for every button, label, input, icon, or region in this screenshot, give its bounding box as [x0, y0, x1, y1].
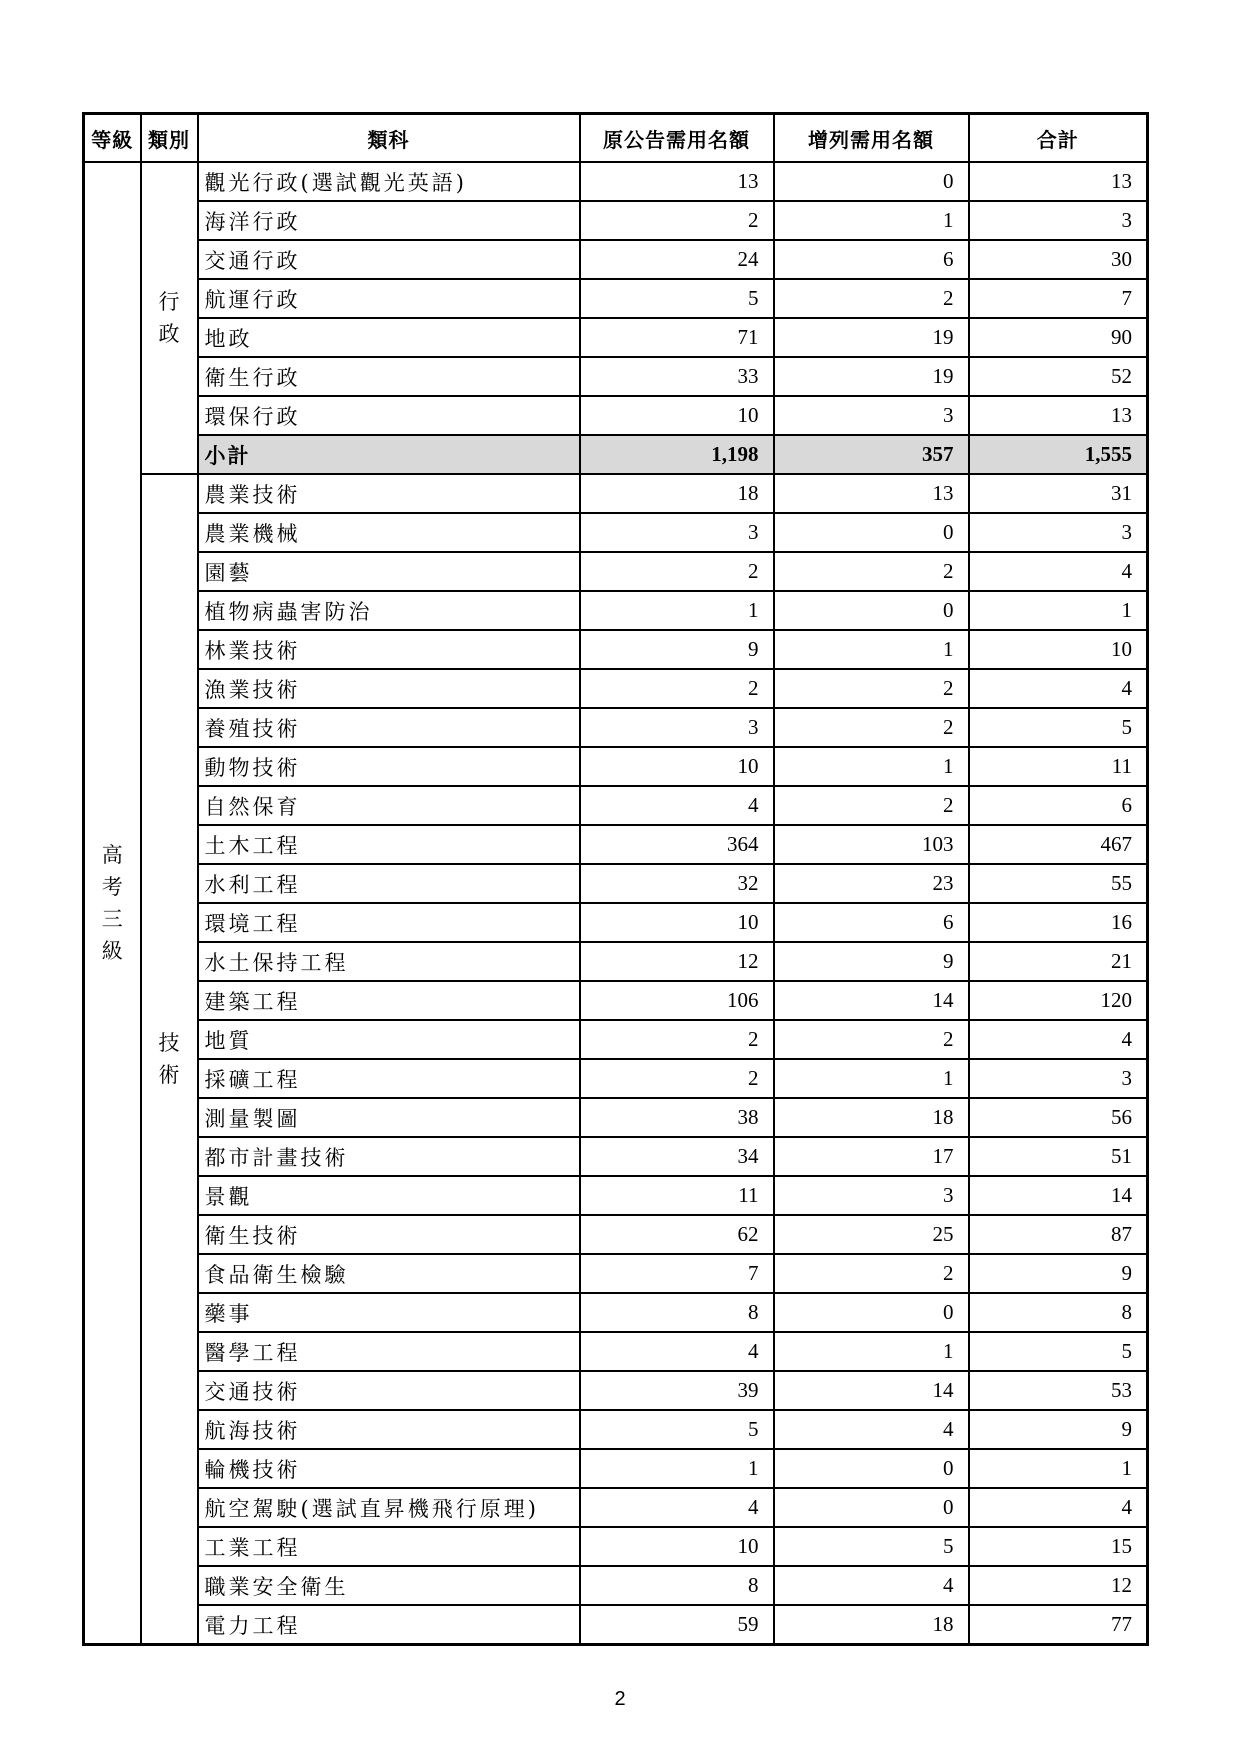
subject-cell: 電力工程 [198, 1605, 580, 1645]
table-row [84, 1293, 1148, 1332]
total-cell: 6 [969, 786, 1148, 825]
original-quota-cell: 10 [580, 396, 774, 435]
total-cell: 7 [969, 279, 1148, 318]
subject-cell: 小計 [198, 435, 580, 474]
added-quota-cell: 4 [774, 1410, 969, 1449]
total-cell: 3 [969, 513, 1148, 552]
original-quota-cell: 3 [580, 513, 774, 552]
total-cell: 1,555 [969, 435, 1148, 474]
table-row [84, 981, 1148, 1020]
total-cell: 12 [969, 1566, 1148, 1605]
header-total: 合計 [969, 114, 1148, 163]
total-cell: 51 [969, 1137, 1148, 1176]
original-quota-cell: 11 [580, 1176, 774, 1215]
added-quota-cell: 18 [774, 1098, 969, 1137]
original-quota-cell: 2 [580, 1059, 774, 1098]
total-cell: 11 [969, 747, 1148, 786]
added-quota-cell: 2 [774, 708, 969, 747]
original-quota-cell: 18 [580, 474, 774, 513]
subject-cell: 藥事 [198, 1293, 580, 1332]
table-row [84, 1566, 1148, 1605]
original-quota-cell: 32 [580, 864, 774, 903]
subject-cell: 園藝 [198, 552, 580, 591]
subject-cell: 農業機械 [198, 513, 580, 552]
added-quota-cell: 19 [774, 318, 969, 357]
added-quota-cell: 25 [774, 1215, 969, 1254]
original-quota-cell: 5 [580, 1410, 774, 1449]
total-cell: 10 [969, 630, 1148, 669]
subject-cell: 採礦工程 [198, 1059, 580, 1098]
original-quota-cell: 10 [580, 747, 774, 786]
page-number: 2 [614, 1688, 626, 1710]
total-cell: 90 [969, 318, 1148, 357]
table-row [84, 1332, 1148, 1371]
original-quota-cell: 38 [580, 1098, 774, 1137]
subject-cell: 醫學工程 [198, 1332, 580, 1371]
added-quota-cell: 357 [774, 435, 969, 474]
original-quota-cell: 33 [580, 357, 774, 396]
table-row [84, 513, 1148, 552]
total-cell: 8 [969, 1293, 1148, 1332]
table-row [84, 669, 1148, 708]
table-row [84, 1020, 1148, 1059]
added-quota-cell: 0 [774, 513, 969, 552]
subject-cell: 工業工程 [198, 1527, 580, 1566]
category-cell: 技 術 [141, 474, 198, 1645]
total-cell: 9 [969, 1410, 1148, 1449]
subject-cell: 環境工程 [198, 903, 580, 942]
added-quota-cell: 6 [774, 903, 969, 942]
added-quota-cell: 3 [774, 396, 969, 435]
original-quota-cell: 2 [580, 669, 774, 708]
original-quota-cell: 7 [580, 1254, 774, 1293]
total-cell: 3 [969, 201, 1148, 240]
original-quota-cell: 4 [580, 1332, 774, 1371]
subject-cell: 航海技術 [198, 1410, 580, 1449]
added-quota-cell: 2 [774, 1020, 969, 1059]
original-quota-cell: 62 [580, 1215, 774, 1254]
added-quota-cell: 1 [774, 1059, 969, 1098]
table-row [84, 552, 1148, 591]
table-row [84, 1137, 1148, 1176]
subject-cell: 職業安全衛生 [198, 1566, 580, 1605]
total-cell: 4 [969, 1020, 1148, 1059]
total-cell: 87 [969, 1215, 1148, 1254]
original-quota-cell: 2 [580, 1020, 774, 1059]
added-quota-cell: 14 [774, 1371, 969, 1410]
original-quota-cell: 9 [580, 630, 774, 669]
added-quota-cell: 14 [774, 981, 969, 1020]
table-row [84, 279, 1148, 318]
original-quota-cell: 10 [580, 1527, 774, 1566]
subject-cell: 水利工程 [198, 864, 580, 903]
subject-cell: 建築工程 [198, 981, 580, 1020]
subject-cell: 交通行政 [198, 240, 580, 279]
table-row [84, 1215, 1148, 1254]
original-quota-cell: 8 [580, 1293, 774, 1332]
added-quota-cell: 0 [774, 162, 969, 201]
table-row [84, 474, 1148, 513]
total-cell: 5 [969, 708, 1148, 747]
added-quota-cell: 1 [774, 1332, 969, 1371]
subject-cell: 農業技術 [198, 474, 580, 513]
table-row [84, 162, 1148, 201]
table-row [84, 240, 1148, 279]
added-quota-cell: 0 [774, 1449, 969, 1488]
original-quota-cell: 1 [580, 591, 774, 630]
header-category: 類別 [141, 114, 198, 163]
total-cell: 120 [969, 981, 1148, 1020]
total-cell: 5 [969, 1332, 1148, 1371]
total-cell: 56 [969, 1098, 1148, 1137]
subject-cell: 地質 [198, 1020, 580, 1059]
table-row [84, 1254, 1148, 1293]
added-quota-cell: 9 [774, 942, 969, 981]
total-cell: 30 [969, 240, 1148, 279]
table-row [84, 942, 1148, 981]
total-cell: 15 [969, 1527, 1148, 1566]
total-cell: 52 [969, 357, 1148, 396]
total-cell: 1 [969, 1449, 1148, 1488]
added-quota-cell: 2 [774, 552, 969, 591]
total-cell: 21 [969, 942, 1148, 981]
added-quota-cell: 6 [774, 240, 969, 279]
original-quota-cell: 364 [580, 825, 774, 864]
total-cell: 467 [969, 825, 1148, 864]
subject-cell: 自然保育 [198, 786, 580, 825]
total-cell: 31 [969, 474, 1148, 513]
total-cell: 77 [969, 1605, 1148, 1645]
added-quota-cell: 3 [774, 1176, 969, 1215]
original-quota-cell: 2 [580, 201, 774, 240]
table-row [84, 864, 1148, 903]
added-quota-cell: 19 [774, 357, 969, 396]
table-row [84, 1059, 1148, 1098]
added-quota-cell: 23 [774, 864, 969, 903]
original-quota-cell: 106 [580, 981, 774, 1020]
table-row [84, 1449, 1148, 1488]
original-quota-cell: 71 [580, 318, 774, 357]
total-cell: 55 [969, 864, 1148, 903]
table-row [84, 630, 1148, 669]
table-body [84, 162, 1148, 1645]
added-quota-cell: 103 [774, 825, 969, 864]
subject-cell: 都市計畫技術 [198, 1137, 580, 1176]
subject-cell: 動物技術 [198, 747, 580, 786]
added-quota-cell: 0 [774, 1488, 969, 1527]
original-quota-cell: 12 [580, 942, 774, 981]
subject-cell: 景觀 [198, 1176, 580, 1215]
original-quota-cell: 4 [580, 786, 774, 825]
added-quota-cell: 13 [774, 474, 969, 513]
subject-cell: 植物病蟲害防治 [198, 591, 580, 630]
table-row [84, 1527, 1148, 1566]
subject-cell: 食品衛生檢驗 [198, 1254, 580, 1293]
subject-cell: 航運行政 [198, 279, 580, 318]
subject-cell: 交通技術 [198, 1371, 580, 1410]
added-quota-cell: 2 [774, 786, 969, 825]
subject-cell: 海洋行政 [198, 201, 580, 240]
total-cell: 4 [969, 552, 1148, 591]
table-row [84, 591, 1148, 630]
table-header-row [84, 114, 1148, 163]
original-quota-cell: 8 [580, 1566, 774, 1605]
subject-cell: 衛生行政 [198, 357, 580, 396]
table-row [84, 357, 1148, 396]
table-row [84, 747, 1148, 786]
subject-cell: 環保行政 [198, 396, 580, 435]
original-quota-cell: 34 [580, 1137, 774, 1176]
original-quota-cell: 10 [580, 903, 774, 942]
added-quota-cell: 4 [774, 1566, 969, 1605]
original-quota-cell: 4 [580, 1488, 774, 1527]
category-cell: 行 政 [141, 162, 198, 474]
table-row [84, 1098, 1148, 1137]
table-row [84, 903, 1148, 942]
header-added-quota: 增列需用名額 [774, 114, 969, 163]
added-quota-cell: 5 [774, 1527, 969, 1566]
added-quota-cell: 2 [774, 279, 969, 318]
original-quota-cell: 13 [580, 162, 774, 201]
total-cell: 53 [969, 1371, 1148, 1410]
added-quota-cell: 1 [774, 630, 969, 669]
subject-cell: 林業技術 [198, 630, 580, 669]
total-cell: 1 [969, 591, 1148, 630]
original-quota-cell: 2 [580, 552, 774, 591]
original-quota-cell: 1,198 [580, 435, 774, 474]
added-quota-cell: 0 [774, 1293, 969, 1332]
original-quota-cell: 59 [580, 1605, 774, 1645]
subject-cell: 土木工程 [198, 825, 580, 864]
table-row [84, 1410, 1148, 1449]
subject-cell: 衛生技術 [198, 1215, 580, 1254]
added-quota-cell: 0 [774, 591, 969, 630]
subject-cell: 地政 [198, 318, 580, 357]
subject-cell: 輪機技術 [198, 1449, 580, 1488]
table-row [84, 201, 1148, 240]
total-cell: 14 [969, 1176, 1148, 1215]
header-subject: 類科 [198, 114, 580, 163]
header-original-quota: 原公告需用名額 [580, 114, 774, 163]
table-row [84, 1371, 1148, 1410]
table-row [84, 786, 1148, 825]
table-row [84, 825, 1148, 864]
added-quota-cell: 17 [774, 1137, 969, 1176]
original-quota-cell: 24 [580, 240, 774, 279]
subject-cell: 測量製圖 [198, 1098, 580, 1137]
subject-cell: 養殖技術 [198, 708, 580, 747]
level-cell: 高 考 三 級 [84, 162, 141, 1645]
added-quota-cell: 1 [774, 747, 969, 786]
table-row [84, 708, 1148, 747]
added-quota-cell: 2 [774, 669, 969, 708]
original-quota-cell: 1 [580, 1449, 774, 1488]
total-cell: 13 [969, 162, 1148, 201]
original-quota-cell: 3 [580, 708, 774, 747]
total-cell: 4 [969, 669, 1148, 708]
quota-table [82, 112, 1149, 1646]
header-level: 等級 [84, 114, 141, 163]
subject-cell: 水土保持工程 [198, 942, 580, 981]
subtotal-row [84, 435, 1148, 474]
table-row [84, 318, 1148, 357]
table-row [84, 1176, 1148, 1215]
added-quota-cell: 2 [774, 1254, 969, 1293]
total-cell: 4 [969, 1488, 1148, 1527]
subject-cell: 觀光行政(選試觀光英語) [198, 162, 580, 201]
total-cell: 13 [969, 396, 1148, 435]
subject-cell: 航空駕駛(選試直昇機飛行原理) [198, 1488, 580, 1527]
table-row [84, 1488, 1148, 1527]
subject-cell: 漁業技術 [198, 669, 580, 708]
added-quota-cell: 18 [774, 1605, 969, 1645]
added-quota-cell: 1 [774, 201, 969, 240]
original-quota-cell: 39 [580, 1371, 774, 1410]
total-cell: 9 [969, 1254, 1148, 1293]
total-cell: 16 [969, 903, 1148, 942]
table-row [84, 1605, 1148, 1645]
table-row [84, 396, 1148, 435]
total-cell: 3 [969, 1059, 1148, 1098]
original-quota-cell: 5 [580, 279, 774, 318]
